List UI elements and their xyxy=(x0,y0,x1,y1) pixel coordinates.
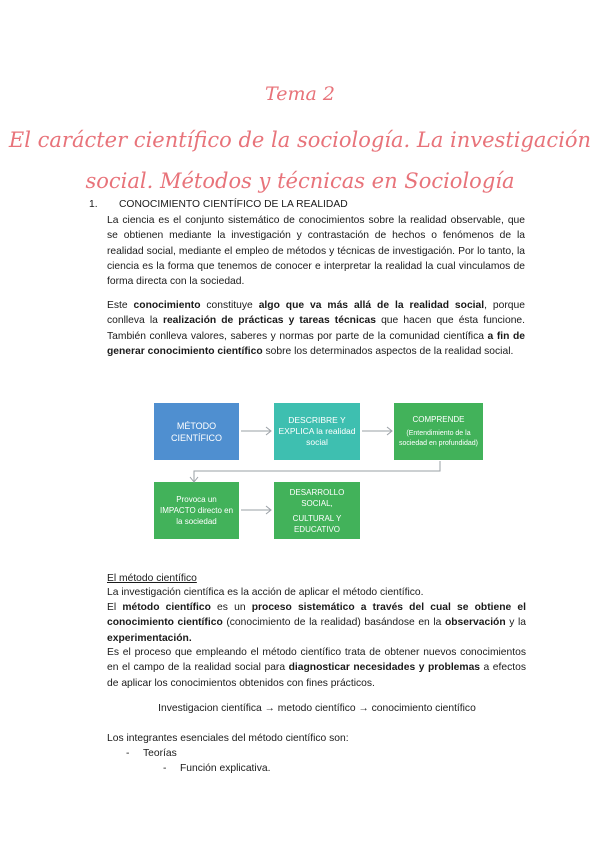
diagram-box-describe: DESCRIBRE Y EXPLICA la realidad social xyxy=(274,403,360,460)
diagram-box-impacto: Provoca un IMPACTO directo en la sociedad xyxy=(154,482,239,539)
diagram-box-metodo: MÉTODO CIENTÍFICO xyxy=(154,403,239,460)
page-subtitle xyxy=(0,120,600,202)
method-chain: Investigacion científica → metodo científico → conocimiento científico xyxy=(158,703,476,714)
diagram-box-comprende: COMPRENDE (Entendimiento de la sociedad en profundidad) xyxy=(394,403,483,460)
page-title: Tema 2 xyxy=(265,83,335,105)
subtitle-line-2: social. Métodos y técnicas en Sociología xyxy=(85,169,515,193)
metodo-line-1: La investigación científica es la acción de aplicar el método científico. xyxy=(107,587,424,598)
section-title: CONOCIMIENTO CIENTÍFICO DE LA REALIDAD xyxy=(119,199,348,210)
metodo-heading: El método científico xyxy=(107,573,197,584)
paragraph-metodo-definicion: El método científico es un proceso sistemático a través del cual se obtiene el conocimiento científico (conocimiento de la realidad) basándose en la observación y la experimentación. xyxy=(107,602,526,644)
paragraph-conocimiento: Este conocimiento constituye algo que va más allá de la realidad social, porque conlleva la realización de prácticas y tareas técnicas que hacen que ésta funcione. También conlleva valores, saberes y normas por parte de la comunidad científica a fin de generar conocimiento científico sobre los determinados aspectos de la realidad social. xyxy=(107,300,526,357)
section-heading xyxy=(89,199,348,210)
list-item: - Teorías xyxy=(126,748,177,759)
arrow-right-icon xyxy=(239,425,275,437)
arrow-right-icon xyxy=(360,425,396,437)
section-number: 1. xyxy=(89,199,98,210)
integrantes-intro: Los integrantes esenciales del método científico son: xyxy=(107,733,349,744)
paragraph-ciencia: La ciencia es el conjunto sistemático de conocimientos sobre la realidad observable, que se obtienen mediante la investigación y contrastación de hechos o fenómenos de la realidad social, mediante el empleo de métodos y técnicas de investigación. Por lo tanto, la ciencia es la forma que tenemos de conocer e interpretar la realidad la cual vinculamos de forma directa con la sociedad. xyxy=(107,215,525,288)
paragraph-proceso: Es el proceso que empleando el método científico trata de obtener nuevos conocimientos en el campo de la realidad social para diagnosticar necesidades y problemas a efectos de aplicar los conocimientos obtenidos con fines prácticos. xyxy=(107,647,527,689)
arrow-wrap-icon xyxy=(150,459,490,485)
arrow-right-icon xyxy=(239,504,275,516)
list-item: - Función explicativa. xyxy=(163,763,271,774)
subtitle-line-1: El carácter científico de la sociología. La investigación xyxy=(8,128,592,152)
diagram-box-desarrollo: DESARROLLO SOCIAL, CULTURAL Y EDUCATIVO xyxy=(274,482,360,539)
